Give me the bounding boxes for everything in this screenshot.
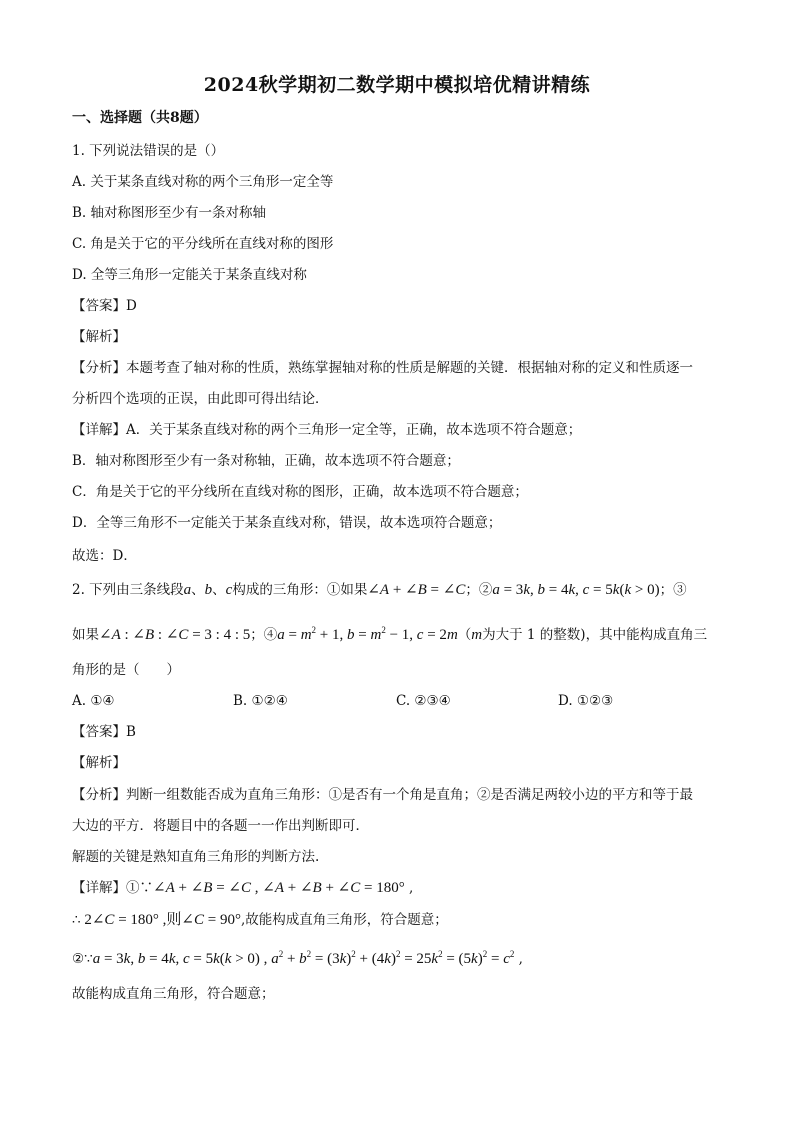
section-heading: 一、选择题（共8题）	[72, 110, 208, 126]
q1-analysis-line1: 【分析】本题考查了轴对称的性质，熟练掌握轴对称的性质是解题的关键．根据轴对称的定义和性质逐一	[72, 360, 693, 376]
q1-final-choice: 故选：D．	[72, 548, 137, 564]
q2-answer: 【答案】B	[72, 724, 136, 740]
q2-detail-line1: 【详解】①∵∠A + ∠B = ∠C , ∠A + ∠B + ∠C = 180° ,	[72, 880, 414, 896]
q2-option-c: C. ②③④	[396, 693, 451, 709]
q2-detail-line3: ②∵a = 3k, b = 4k, c = 5k(k > 0) , $a^2 + b^2 = (3k)^2 + (4k)^2 = 25k^2 = (5k)^2 = c^2$ ,	[72, 949, 523, 967]
q2-detail-conclusion: 故能构成直角三角形，符合题意；	[72, 986, 275, 1002]
q1-detail-line3: C．角是关于它的平分线所在直线对称的图形，正确，故本选项不符合题意；	[72, 484, 528, 500]
q2-jiexi: 【解析】	[72, 755, 126, 771]
q1-answer: 【答案】D	[72, 298, 137, 314]
q2-detail-line2: ∴ 2∠C = 180° ,则∠C = 90°,故能构成直角三角形，符合题意；	[72, 912, 448, 928]
q1-analysis-line2: 分析四个选项的正误，由此即可得出结论．	[72, 391, 329, 407]
q2-analysis-line2: 大边的平方．将题目中的各题一一作出判断即可．	[72, 818, 369, 834]
q1-detail-line1: 【详解】A．关于某条直线对称的两个三角形一定全等，正确，故本选项不符合题意；	[72, 422, 582, 438]
q2-option-d: D. ①②③	[558, 693, 614, 709]
page-title: 2024秋学期初二数学期中模拟培优精讲精练	[203, 74, 591, 96]
q1-option-d: D. 全等三角形一定能关于某条直线对称	[72, 267, 307, 283]
q1-option-c: C. 角是关于它的平分线所在直线对称的图形	[72, 236, 334, 252]
q1-detail-line4: D．全等三角形不一定能关于某条直线对称，错误，故本选项符合题意；	[72, 515, 502, 531]
q2-analysis-line1: 【分析】判断一组数能否成为直角三角形：①是否有一个角是直角；②是否满足两较小边的平方和等于最	[72, 787, 693, 803]
q2-option-a: A. ①④	[72, 693, 115, 709]
q1-jiexi: 【解析】	[72, 329, 126, 345]
q1-option-a: A. 关于某条直线对称的两个三角形一定全等	[72, 174, 334, 190]
q2-stem-line1: 2. 下列由三条线段a、b、c构成的三角形：①如果∠A + ∠B = ∠C；②a = 3k, b = 4k, c = 5k(k > 0)；③	[72, 582, 687, 598]
q1-stem: 1. 下列说法错误的是（）	[72, 143, 225, 159]
q2-stem-line3: 角形的是（ ）	[72, 662, 180, 678]
q2-key-point: 解题的关键是熟知直角三角形的判断方法.	[72, 849, 320, 865]
q1-option-b: B. 轴对称图形至少有一条对称轴	[72, 205, 267, 221]
q2-stem-line2: 如果∠A : ∠B : ∠C = 3 : 4 : 5；④a = $m^2 + 1$, $b = m^2 - 1$, c = 2m（m为大于 1 的整数)，其中能构成直角三	[72, 625, 708, 643]
q1-detail-line2: B．轴对称图形至少有一条对称轴，正确，故本选项不符合题意；	[72, 453, 460, 469]
q2-option-b: B. ①②④	[233, 693, 288, 709]
